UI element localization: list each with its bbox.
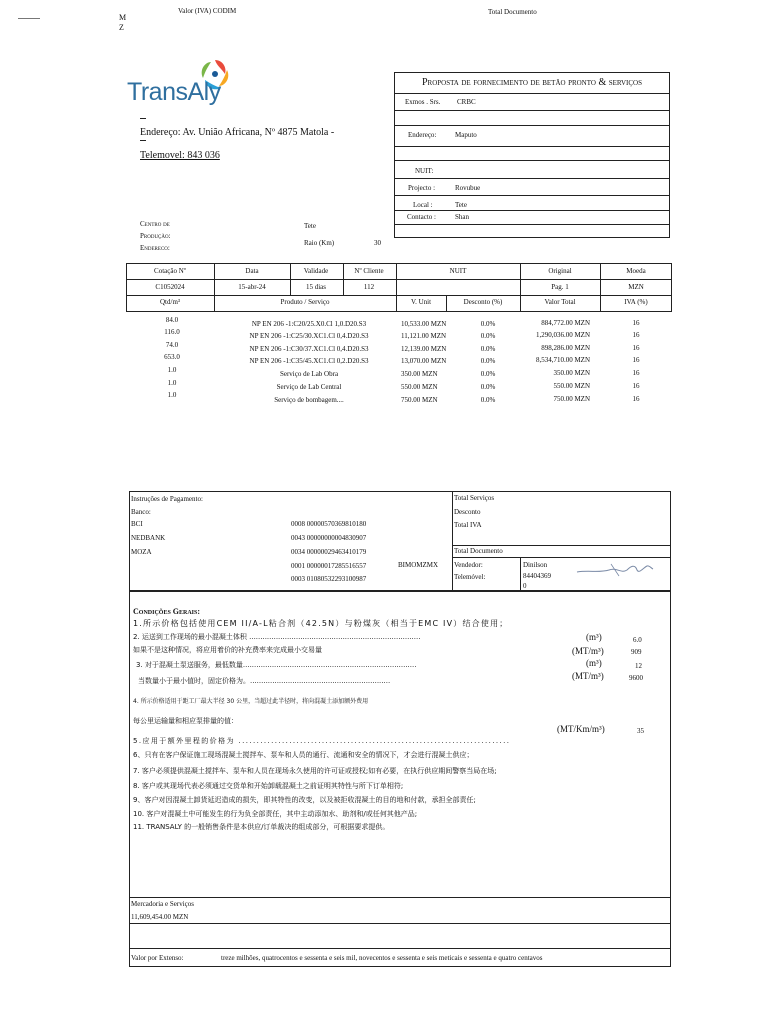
item-product: NP EN 206 -1:C25/30.XC1.Cl 0,4.D20.S3 <box>249 332 369 340</box>
bank-name: NEDBANK <box>131 534 166 542</box>
nuit-label: NUIT: <box>415 167 434 175</box>
address-value: Maputo <box>455 131 477 139</box>
client-label: Exmos . Srs. <box>405 98 441 106</box>
mercadoria-label: Mercadoria e Serviços <box>131 900 194 908</box>
conditions-title: Condições Gerais: <box>133 607 201 616</box>
item-discount: 0.0% <box>480 332 496 340</box>
condition-unit: (MT/Km/m³) <box>557 724 605 734</box>
item-product: Serviço de Lab Central <box>276 383 342 391</box>
condition-unit: (m³) <box>586 632 602 642</box>
total-documento: Total Documento <box>454 547 503 555</box>
item-qty: 116.0 <box>164 328 180 336</box>
item-vat: 16 <box>632 344 640 352</box>
items-header-cell: Valor Total <box>544 298 576 306</box>
bank-account: 0001 00000017285516557 <box>291 562 367 570</box>
condition-line: 8. 客户或其现场代表必须通过交货单和开始卸载混凝土之前证明其特性与所下订单相符; <box>133 782 404 790</box>
condition-value: 909 <box>631 648 642 656</box>
bank-account: 0003 01080532293100987 <box>291 575 367 583</box>
total-iva: Total IVA <box>454 521 482 529</box>
local-label: Local : <box>413 201 433 209</box>
item-unit-price: 10,533.00 MZN <box>401 320 447 328</box>
condition-value: 12 <box>635 662 642 670</box>
quote-value-cell: C1052024 <box>155 283 185 291</box>
payment-title: Instruções de Pagamento: <box>131 495 203 503</box>
condition-line: 每公里运输量和相应泵排量的值： <box>133 717 238 725</box>
item-vat: 16 <box>632 319 640 327</box>
quote-header-cell: Original <box>548 267 572 275</box>
bank-account: 0043 00000000004830907 <box>291 534 367 542</box>
bank-label: Banco: <box>131 508 151 516</box>
producao-label: Produção: <box>140 232 171 240</box>
top-fragment-total: Total Documento <box>488 8 537 16</box>
contact-label: Contacto : <box>407 213 436 221</box>
contact-value: Shan <box>455 213 469 221</box>
item-qty: 1.0 <box>167 379 177 387</box>
client-value: CRBC <box>457 98 476 106</box>
item-qty: 1.0 <box>167 366 177 374</box>
item-product: NP EN 206 -1:C20/25.X0.Cl 1,0.D20.S3 <box>251 320 367 328</box>
item-unit-price: 12,139.00 MZN <box>401 345 447 353</box>
telemovel-extra: 0 <box>523 582 527 590</box>
top-dash <box>18 18 40 19</box>
extenso-value: treze milhões, quatrocentos e sessenta e seis mil, novecentos e sessenta e seis meticais e sessenta e quatro centavos <box>221 954 543 962</box>
item-qty: 653.0 <box>164 353 180 361</box>
raio-label: Raio (Km) <box>304 239 335 247</box>
local-value: Tete <box>455 201 467 209</box>
item-unit-price: 350.00 MZN <box>401 370 438 378</box>
quote-value-cell: 112 <box>363 283 375 291</box>
item-total: 550.00 MZN <box>553 382 590 390</box>
quote-header-cell: Moeda <box>626 267 646 275</box>
project-value: Rovubue <box>455 184 481 192</box>
condition-unit: (MT/m³) <box>572 671 604 681</box>
quote-value-cell: 15 dias <box>305 283 327 291</box>
bank-account: 0008 00000570369810180 <box>291 520 367 528</box>
condition-line: 5.应用于额外里程的价格为 ........................................................................... <box>133 737 511 745</box>
condition-value: 6.0 <box>633 636 642 644</box>
item-vat: 16 <box>632 356 640 364</box>
condition-line: 4. 所示价格适用于距工厂最大半径 30 公里，当超过此半径时，将向混凝土添加额外费用 <box>133 698 369 705</box>
item-discount: 0.0% <box>480 383 496 391</box>
dash-mark <box>140 140 146 141</box>
quote-value-cell: MZN <box>628 283 644 291</box>
item-total: 750.00 MZN <box>553 395 590 403</box>
items-header-cell: Desconto (%) <box>463 298 503 306</box>
item-total: 884,772.00 MZN <box>541 319 590 327</box>
item-unit-price: 11,121.00 MZN <box>401 332 447 340</box>
logo-text: TransAly <box>127 78 221 106</box>
top-fragment-z: Z <box>119 23 124 32</box>
quote-header-cell: Validade <box>303 267 329 275</box>
swift-code: BIMOMZMX <box>398 561 439 569</box>
item-qty: 74.0 <box>165 341 179 349</box>
item-discount: 0.0% <box>480 370 496 378</box>
bank-account: 0034 00000029463410179 <box>291 548 367 556</box>
quote-header-cell: NUIT <box>449 267 467 275</box>
dash-mark <box>140 118 146 119</box>
item-product: Serviço de Lab Obra <box>279 370 339 378</box>
item-discount: 0.0% <box>480 320 496 328</box>
centro-label: Centro de <box>140 220 170 228</box>
condition-unit: (MT/m³) <box>572 646 604 656</box>
condition-line: 1.所示价格包括使用CEM II/A-L粘合剂（42.5N）与粉煤灰（相当于EMC IV）结合使用； <box>133 619 509 628</box>
telemovel-value: 84404369 <box>523 572 551 580</box>
item-vat: 16 <box>632 369 640 377</box>
condition-unit: (m³) <box>586 658 602 668</box>
mercadoria-value: 11,609,454.00 MZN <box>131 913 189 921</box>
quote-value-cell: Pag. 1 <box>551 283 569 291</box>
desconto: Desconto <box>454 508 481 516</box>
project-label: Projecto : <box>408 184 436 192</box>
quote-header-cell: Data <box>245 267 259 275</box>
condition-value: 9600 <box>629 674 643 682</box>
condition-line: 11. TRANSALY 的一般销售条件是本供应/订单裁决的组成部分，可根据要求提供。 <box>133 823 390 831</box>
proposal-title: Proposta de fornecimento de betão pronto & serviços <box>421 77 643 88</box>
item-discount: 0.0% <box>480 396 496 404</box>
condition-line: 当数量小于最小值时，固定价格为。............................................................... <box>138 677 391 685</box>
item-vat: 16 <box>632 331 640 339</box>
vendedor-value: Dinilson <box>523 561 548 569</box>
telemovel-label: Telemóvel: <box>454 573 486 581</box>
condition-line: 6、只有在客户保证施工现场混凝土搅拌车、泵车和人员的通行、流通和安全的情况下，才会进行混凝土供应； <box>133 751 474 759</box>
item-unit-price: 13,070.00 MZN <box>401 357 447 365</box>
items-header-cell: IVA (%) <box>624 298 648 306</box>
item-vat: 16 <box>632 382 640 390</box>
items-header-cell: V. Unit <box>410 298 432 306</box>
quote-header-cell: Cotação Nº <box>154 267 186 275</box>
condition-value: 35 <box>637 727 644 735</box>
condition-line: 10. 客户对混凝土中可能发生的行为负全部责任，其中主动添加水、助剂和/或任何其他产品; <box>133 810 418 818</box>
company-phone: Telemovel: 843 036 <box>140 150 220 161</box>
item-discount: 0.0% <box>480 345 496 353</box>
bank-name: BCI <box>131 520 143 528</box>
item-product: NP EN 206 -1:C30/37.XC1.Cl 0,4.D20.S3 <box>249 345 369 353</box>
top-fragment-m: M <box>119 13 127 22</box>
endereco-label: Endereço: <box>140 244 170 250</box>
signature-scribble-icon <box>575 558 655 580</box>
condition-line: 2. 运送到工作现场的最小混凝土体积 ............................................................................. <box>133 633 421 641</box>
condition-line: 3. 对于混凝土泵送服务，最低数量.............................................................................. <box>136 661 417 669</box>
bank-name: MOZA <box>131 548 152 556</box>
quote-header-cell: Nº Cliente <box>354 267 384 275</box>
total-servicos: Total Serviços <box>454 494 495 502</box>
item-vat: 16 <box>632 395 640 403</box>
item-discount: 0.0% <box>480 357 496 365</box>
signature <box>575 558 655 580</box>
item-total: 898,286.00 MZN <box>541 344 590 352</box>
item-total: 1,290,036.00 MZN <box>535 331 590 339</box>
items-header-cell: Produto / Serviço <box>280 298 330 306</box>
centro-value: Tete <box>304 222 316 230</box>
condition-line: 9、客户对因混凝土卸货延迟造成的损失，即其特性的改变，以及被拒收混凝土的目的地和付款，承担全部责任; <box>133 796 476 804</box>
item-qty: 84.0 <box>165 316 179 324</box>
transaly-logo <box>127 56 237 108</box>
item-unit-price: 550.00 MZN <box>401 383 438 391</box>
address-label: Endereço: <box>408 131 437 139</box>
items-header-cell: Qtd/m³ <box>160 298 180 306</box>
company-address: Endereço: Av. União Africana, Nº 4875 Matola - <box>140 127 335 138</box>
raio-value: 30 <box>374 239 381 247</box>
vendedor-label: Vendedor: <box>454 561 483 569</box>
condition-line: 如果不是这种情况，将应用着价的补充费率来完成最小交易量 <box>133 646 322 654</box>
extenso-label: Valor por Extenso: <box>131 954 184 962</box>
quote-value-cell: 15-abr-24 <box>238 283 266 291</box>
item-total: 8,534,710.00 MZN <box>535 356 590 364</box>
item-total: 350.00 MZN <box>553 369 590 377</box>
condition-line: 7. 客户必须提供混凝土搅拌车、泵车和人员在现场永久使用的许可证或授权;如有必要，在执行供应期间警察当局在场; <box>133 767 497 775</box>
item-product: NP EN 206 -1:C35/45.XC1.Cl 0,2.D20.S3 <box>249 357 369 365</box>
item-qty: 1.0 <box>167 391 177 399</box>
item-unit-price: 750.00 MZN <box>401 396 438 404</box>
item-product: Serviço de bombagem.... <box>274 396 344 404</box>
top-fragment-valor: Valor (IVA) CODIM <box>178 7 237 15</box>
